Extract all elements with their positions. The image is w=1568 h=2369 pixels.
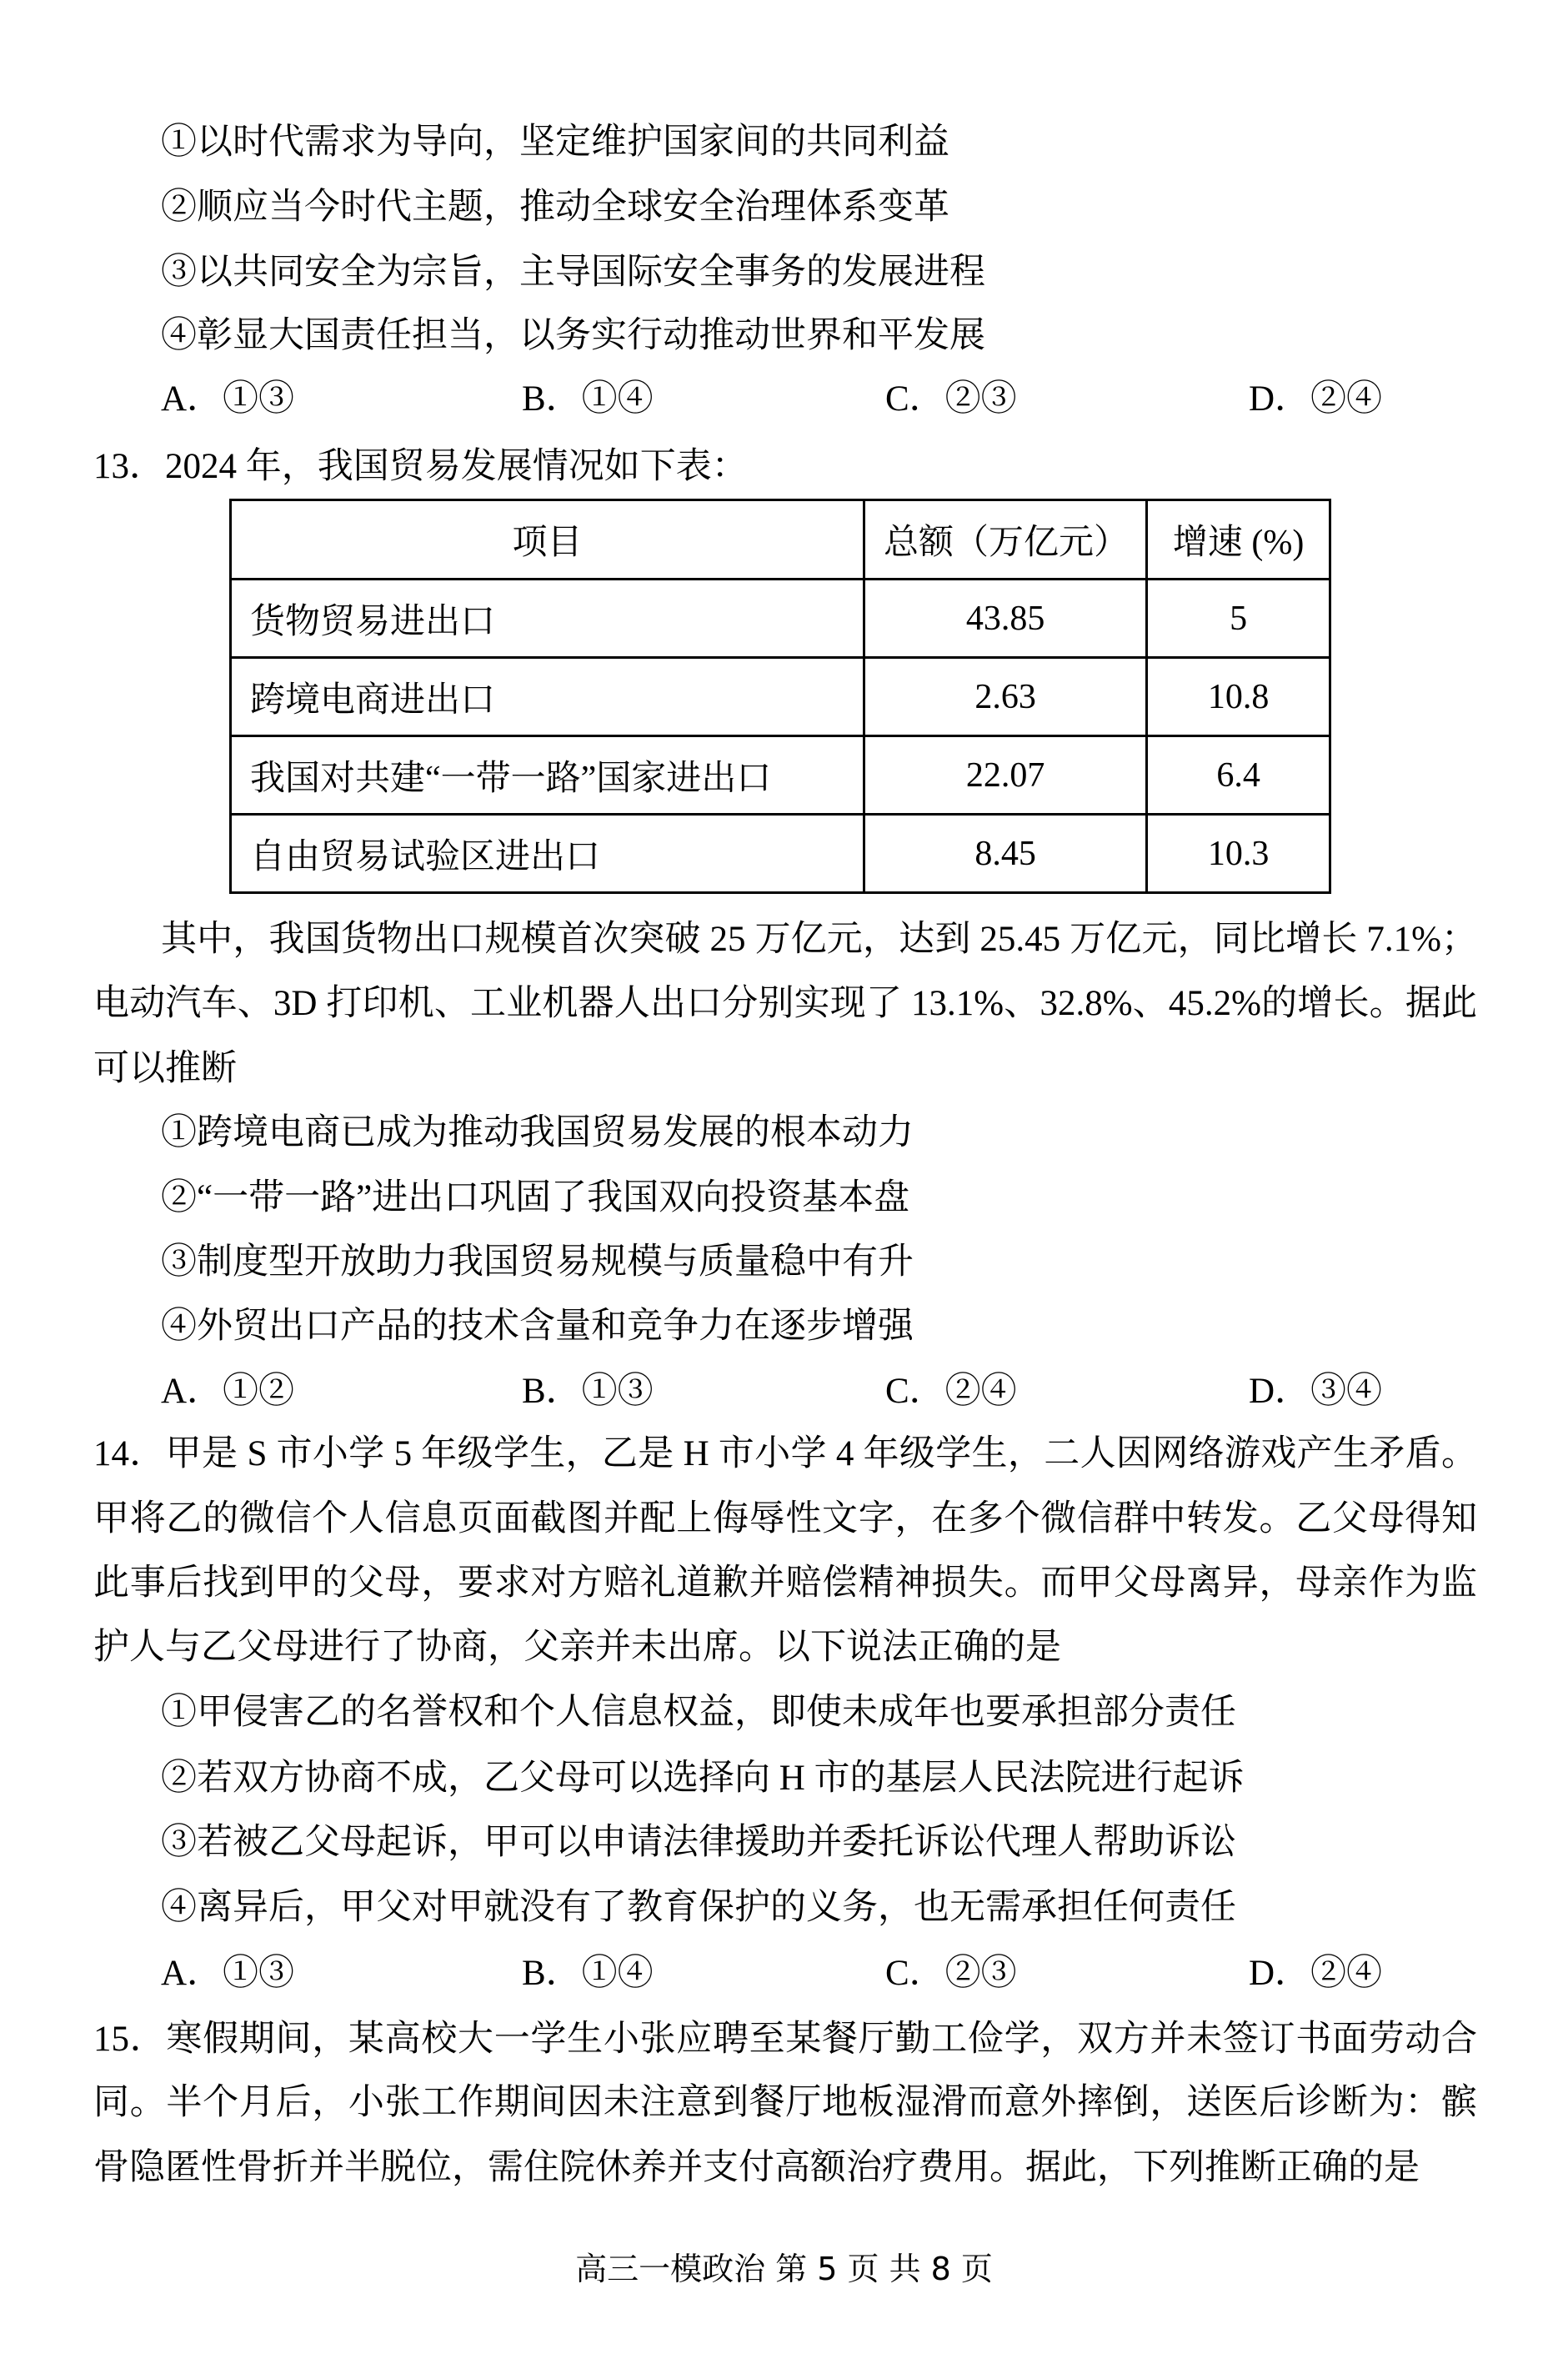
q13-para-1: 其中，我国货物出口规模首次突破 25 万亿元，达到 25.45 万亿元，同比增长 7.1%；	[161, 920, 1477, 959]
table-row	[231, 736, 1330, 815]
q14-option-d: D．②④	[1249, 1954, 1383, 1993]
cell-growth: 5	[1147, 580, 1330, 658]
q13-option-d: D．③④	[1249, 1372, 1383, 1411]
header-item: 项目	[231, 500, 864, 580]
q12-option-c: C．②③	[885, 379, 1017, 419]
cell-total: 43.85	[864, 580, 1146, 658]
cell-total: 8.45	[864, 815, 1146, 893]
cell-total: 2.63	[864, 658, 1146, 736]
header-growth: 增速 (%)	[1147, 500, 1330, 580]
q13-option-a: A．①②	[161, 1372, 295, 1411]
q12-option-d: D．②④	[1249, 379, 1383, 419]
q15-stem-1: 15．寒假期间，某高校大一学生小张应聘至某餐厅勤工俭学，双方并未签订书面劳动合	[93, 2020, 1477, 2059]
q13-stem: 13．2024 年，我国贸易发展情况如下表：	[93, 447, 748, 486]
q14-stem-2: 甲将乙的微信个人信息页面截图并配上侮辱性文字，在多个微信群中转发。乙父母得知	[93, 1499, 1477, 1538]
q14-option-c: C．②③	[885, 1954, 1017, 1993]
q14-stem-1: 14．甲是 S 市小学 5 年级学生，乙是 H 市小学 4 年级学生，二人因网络游戏产生矛盾。	[93, 1434, 1477, 1473]
q14-item-1: ①甲侵害乙的名誉权和个人信息权益，即使未成年也要承担部分责任	[161, 1693, 1236, 1732]
cell-item: 我国对共建“一带一路”国家进出口	[231, 736, 864, 815]
q13-para-2: 电动汽车、3D 打印机、工业机器人出口分别实现了 13.1%、32.8%、45.2%的增长。据此	[93, 984, 1477, 1023]
cell-growth: 6.4	[1147, 736, 1330, 815]
table-row	[231, 580, 1330, 658]
q12-item-3: ③以共同安全为宗旨，主导国际安全事务的发展进程	[161, 253, 985, 292]
cell-growth: 10.3	[1147, 815, 1330, 893]
header-total: 总额（万亿元）	[864, 500, 1146, 580]
q13-option-c: C．②④	[885, 1372, 1017, 1411]
trade-table	[229, 499, 1331, 894]
q14-item-3: ③若被乙父母起诉，甲可以申请法律援助并委托诉讼代理人帮助诉讼	[161, 1823, 1236, 1862]
q12-option-a: A．①③	[161, 379, 295, 419]
table-row	[231, 815, 1330, 893]
cell-item: 跨境电商进出口	[231, 658, 864, 736]
q13-item-3: ③制度型开放助力我国贸易规模与质量稳中有升	[161, 1242, 914, 1282]
q14-option-b: B．①④	[522, 1954, 654, 1993]
q12-item-4: ④彰显大国责任担当，以务实行动推动世界和平发展	[161, 316, 985, 355]
q12-item-2: ②顺应当今时代主题，推动全球安全治理体系变革	[161, 188, 949, 227]
cell-growth: 10.8	[1147, 658, 1330, 736]
q12-item-1: ①以时代需求为导向，坚定维护国家间的共同利益	[161, 123, 949, 162]
cell-total: 22.07	[864, 736, 1146, 815]
q13-para-3: 可以推断	[93, 1049, 237, 1088]
q12-option-b: B．①④	[522, 379, 654, 419]
q13-item-2: ②“一带一路”进出口巩固了我国双向投资基本盘	[161, 1178, 910, 1217]
q14-stem-4: 护人与乙父母进行了协商，父亲并未出席。以下说法正确的是	[93, 1628, 1061, 1667]
q14-option-a: A．①③	[161, 1954, 295, 1993]
q13-item-1: ①跨境电商已成为推动我国贸易发展的根本动力	[161, 1113, 914, 1152]
table-row	[231, 658, 1330, 736]
q13-item-4: ④外贸出口产品的技术含量和竞争力在逐步增强	[161, 1307, 914, 1346]
q13-option-b: B．①③	[522, 1372, 654, 1411]
table-header-row	[231, 500, 1330, 580]
cell-item: 货物贸易进出口	[231, 580, 864, 658]
page-footer: 高三一模政治 第 5 页 共 8 页	[575, 2251, 993, 2287]
cell-item: 自由贸易试验区进出口	[231, 815, 864, 893]
q14-item-4: ④离异后，甲父对甲就没有了教育保护的义务，也无需承担任何责任	[161, 1888, 1236, 1927]
q14-stem-3: 此事后找到甲的父母，要求对方赔礼道歉并赔偿精神损失。而甲父母离异，母亲作为监	[93, 1563, 1477, 1603]
q15-stem-3: 骨隐匿性骨折并半脱位，需住院休养并支付高额治疗费用。据此，下列推断正确的是	[93, 2148, 1420, 2187]
q15-stem-2: 同。半个月后，小张工作期间因未注意到餐厅地板湿滑而意外摔倒，送医后诊断为：髌	[93, 2083, 1477, 2122]
q14-item-2: ②若双方协商不成，乙父母可以选择向 H 市的基层人民法院进行起诉	[161, 1759, 1245, 1798]
